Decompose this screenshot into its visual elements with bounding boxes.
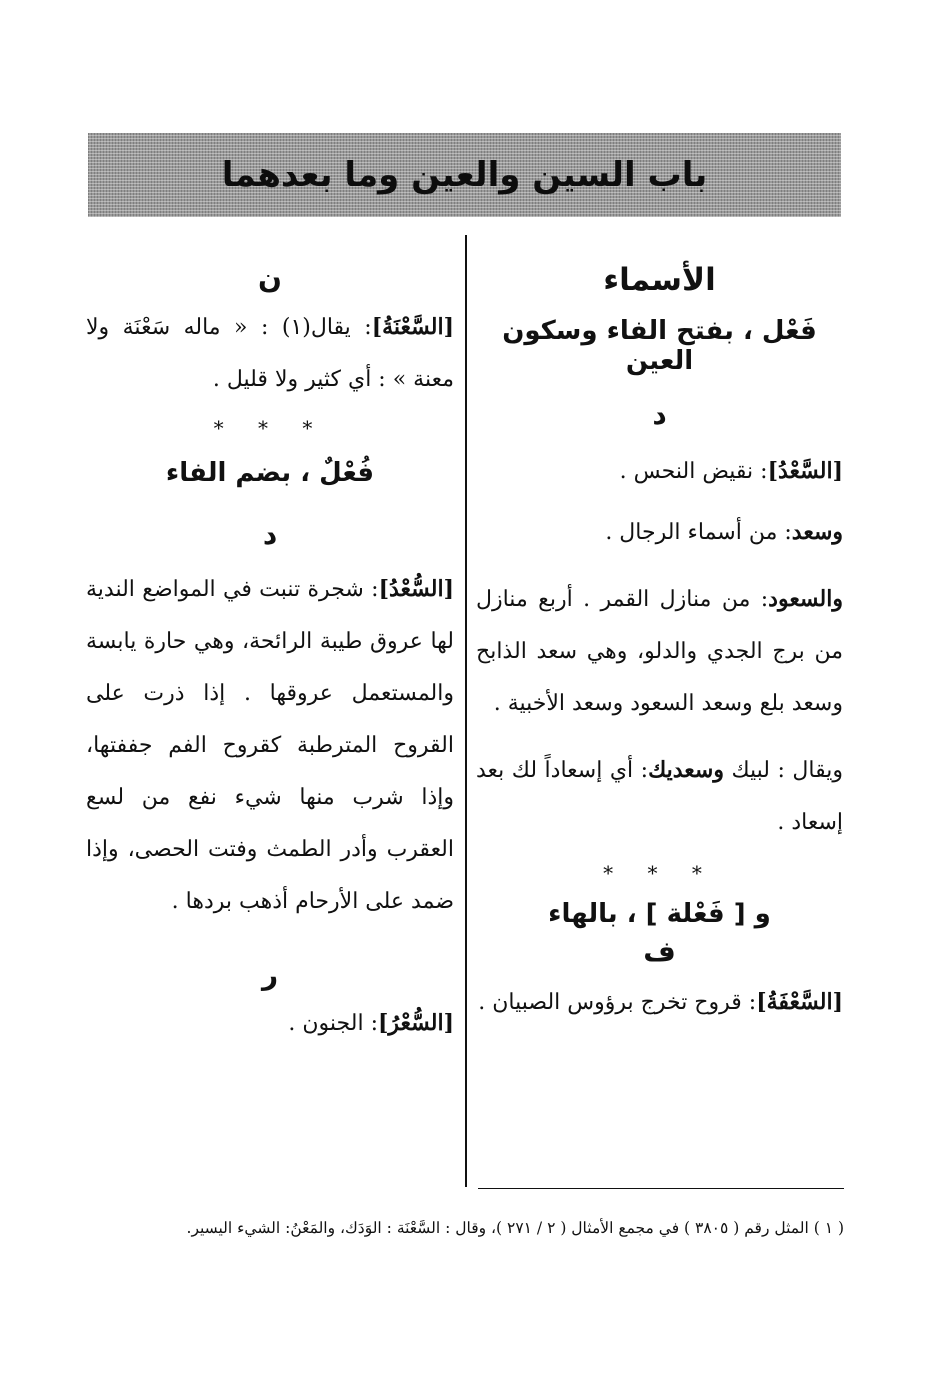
footnote: ( ١ ) المثل رقم ( ٣٨٠٥ ) في مجمع الأمثال ( ٢ / ٢٧١ )، وقال : السَّعْنَة : الوَدَك، والمَعْنُ: الشيء اليسير. bbox=[186, 1218, 844, 1237]
footnote-rule bbox=[478, 1188, 844, 1189]
letter-heading-d: د bbox=[262, 518, 278, 551]
chapter-banner bbox=[88, 133, 841, 217]
entry-labbayk-head: وسعديك bbox=[648, 757, 724, 783]
entry-sur-head: [السُّعْرُ] bbox=[377, 1010, 454, 1036]
entry-sud-head: [السُّعْدُ] bbox=[378, 576, 454, 602]
entry-saad-text: : نقيض النحس . bbox=[619, 459, 768, 484]
right-column bbox=[476, 258, 843, 1029]
entry-suud bbox=[476, 573, 843, 730]
entry-saad-name bbox=[476, 506, 843, 559]
entry-suud-head: والسعود bbox=[768, 586, 843, 612]
entry-labbayk-prefix: ويقال : لبيك bbox=[731, 758, 843, 783]
entry-sana-text: : يقال(١) : « ماله سَعْنَة ولا معنة » : أي كثير ولا قليل . bbox=[86, 315, 454, 392]
entry-sur-text: : الجنون . bbox=[288, 1011, 378, 1036]
entry-safa bbox=[476, 976, 843, 1029]
pattern-heading-faal: فَعْل ، بفتح الفاء وسكون العين bbox=[502, 316, 817, 376]
letter-heading-r: ر bbox=[261, 958, 279, 991]
left-column bbox=[86, 258, 454, 1050]
entry-saad-name-head: وسعد bbox=[791, 519, 843, 545]
separator-stars: * * * bbox=[213, 416, 327, 440]
entry-labbayk bbox=[476, 744, 843, 849]
entry-safa-text: : قروح تخرج برؤوس الصبيان . bbox=[478, 990, 757, 1015]
entry-sud bbox=[86, 563, 454, 928]
entry-sud-text: : شجرة تنبت في المواضع الندية لها عروق طيبة الرائحة، وهي حارة يابسة والمستعمل عروقها . إذا ذرت على القروح المترطبة كقروح الفم جففتها، وإذا شرب منها شيء نفع من لسع العقرب وأدر الطمث وفتت الحصى، وإذا ضمد على الأرحام أذهب بردها . bbox=[86, 577, 454, 914]
pattern-heading-fuul: فُعْلٌ ، بضم الفاء bbox=[165, 458, 375, 488]
entry-saad-head: [السَّعْدُ] bbox=[767, 458, 843, 484]
section-heading-asma: الأسماء bbox=[603, 262, 716, 298]
pattern-heading-faala: و [ فَعْلة ] ، بالهاء bbox=[548, 899, 771, 929]
entry-saad-name-text: : من أسماء الرجال . bbox=[605, 520, 792, 545]
letter-heading-f: ف bbox=[643, 935, 676, 968]
chapter-title: باب السين والعين وما بعدهما bbox=[221, 155, 708, 195]
entry-sana bbox=[86, 301, 454, 406]
entry-safa-head: [السَّعْفَةُ] bbox=[756, 989, 843, 1015]
letter-heading-d: د bbox=[652, 398, 667, 431]
column-divider bbox=[465, 235, 467, 1187]
entry-sur bbox=[86, 997, 454, 1050]
separator-stars: * * * bbox=[603, 861, 716, 885]
entry-labbayk-text: : أي إسعاداً لك بعد إسعاد . bbox=[476, 758, 843, 835]
entry-sana-head: [السَّعْنَةُ] bbox=[371, 314, 454, 340]
letter-heading-n: ن bbox=[258, 262, 282, 295]
entry-suud-text: : من منازل القمر . أربع منازل من برج الجدي والدلو، وهي سعد الذابح وسعد بلع وسعد السعود وسعد الأخبية . bbox=[476, 587, 843, 716]
entry-saad bbox=[476, 445, 843, 498]
